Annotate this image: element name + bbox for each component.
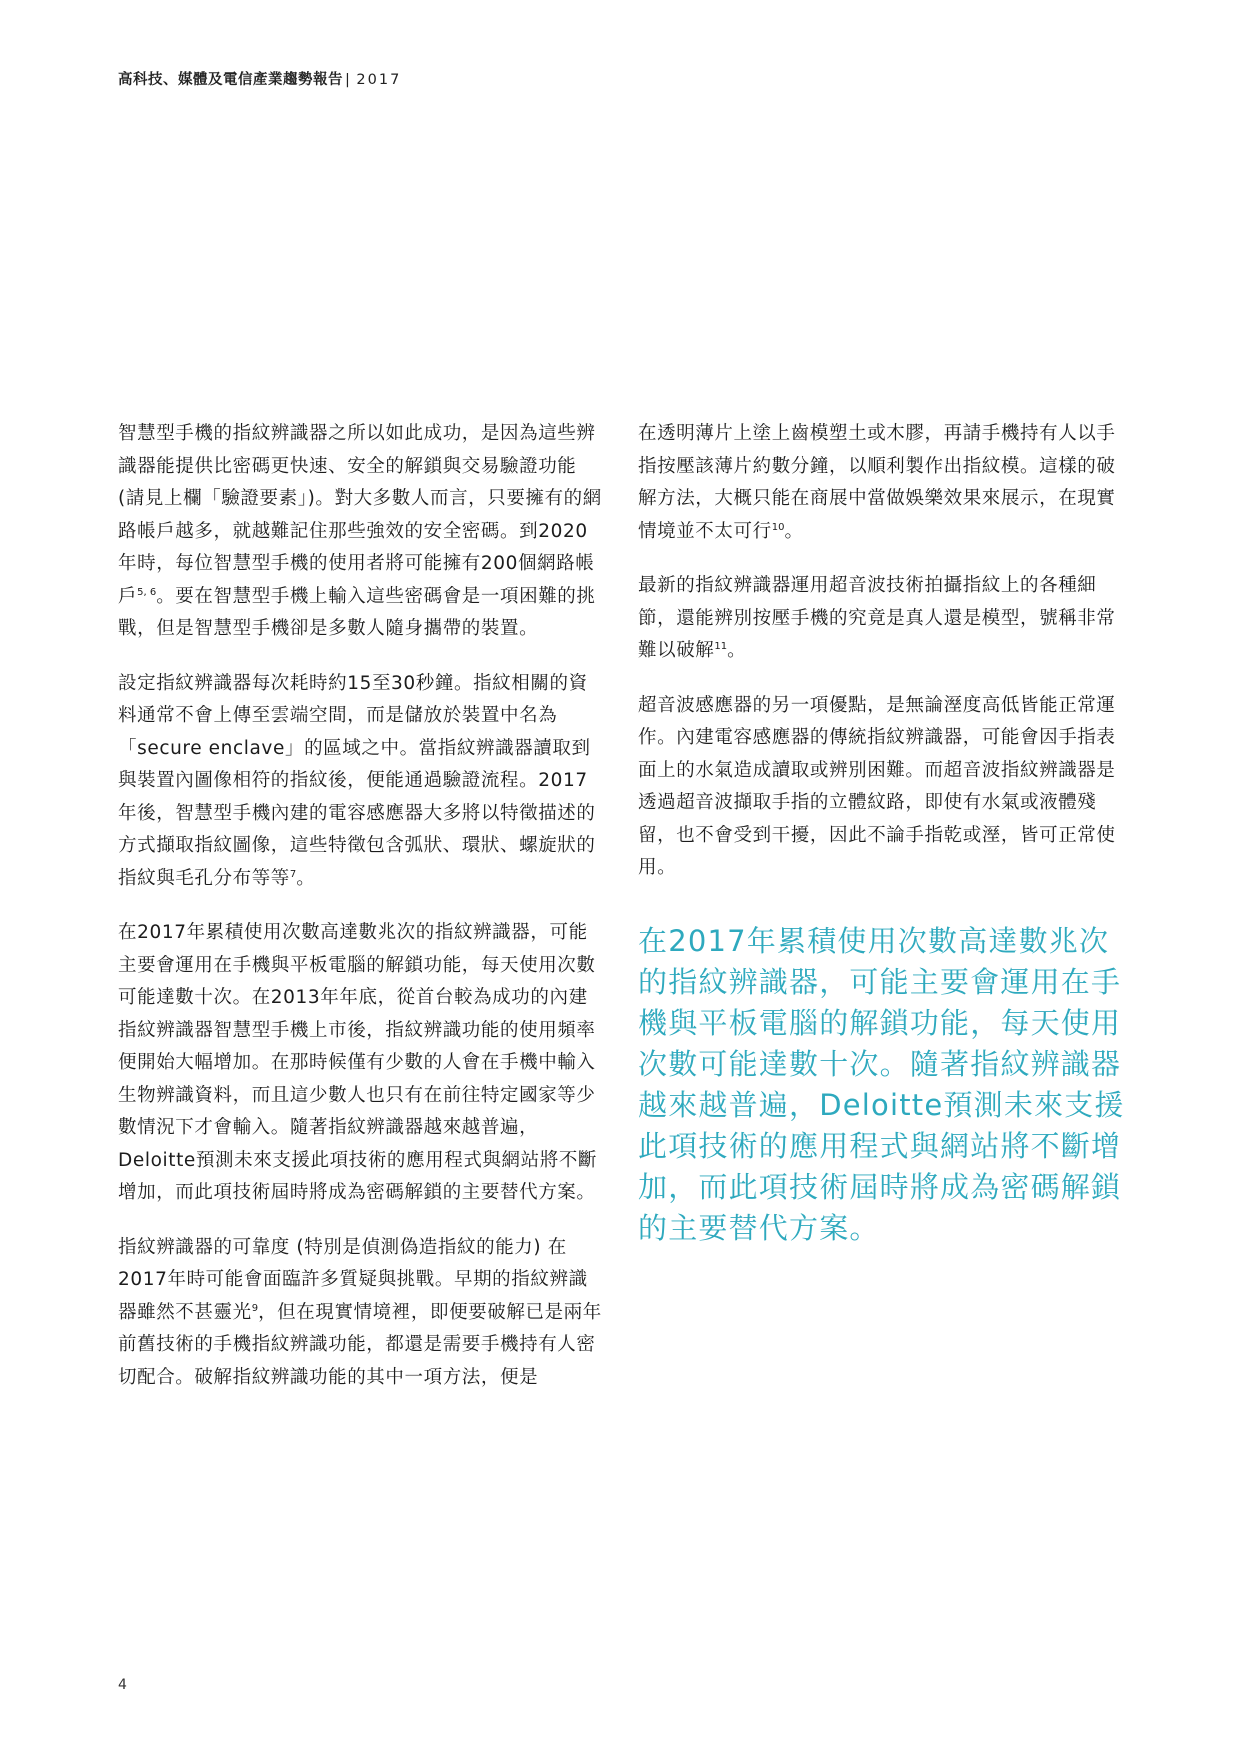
body-paragraph: [638, 418, 1128, 548]
footnote-ref: 9: [251, 1302, 259, 1314]
footnote-ref: 5, 6: [137, 586, 157, 598]
paragraph-text: 。: [784, 520, 804, 542]
paragraph-text: 設定指紋辨識器每次耗時約15至30秒鐘。指紋相關的資料通常不會上傳至雲端空間，而是儲放於裝置中名為「secure enclave」的區域之中。當指紋辨識器讀取到與裝置內圖像相符的指紋後，便能通過驗證流程。2017年後，智慧型手機內建的電容感應器大多將以特徵描述的方式擷取指紋圖像，這些特徵包含弧狀、環狀、螺旋狀的指紋與毛孔分布等等: [118, 672, 596, 889]
report-year: 2017: [356, 72, 402, 88]
paragraph-text: 最新的指紋辨識器運用超音波技術拍攝指紋上的各種細節，還能辨別按壓手機的究竟是真人還是模型，號稱非常難以破解: [638, 575, 1116, 661]
left-column: [118, 418, 606, 1416]
body-paragraph: [118, 418, 606, 646]
page-number: 4: [118, 1677, 127, 1693]
paragraph-text: 智慧型手機的指紋辨識器之所以如此成功，是因為這些辨識器能提供比密碼更快速、安全的解鎖與交易驗證功能 (請見上欄「驗證要素」)。對大多數人而言，只要擁有的網路帳戶越多，就越難記住那些強效的安全密碼。到2020年時，每位智慧型手機的使用者將可能擁有200個網路帳戶: [118, 423, 602, 607]
paragraph-text: 在透明薄片上塗上齒模塑土或木膠，再請手機持有人以手指按壓該薄片約數分鐘，以順利製作出指紋模。這樣的破解方法，大概只能在商展中當做娛樂效果來展示，在現實情境並不太可行: [638, 423, 1116, 542]
body-paragraph: [118, 917, 606, 1210]
pull-quote: 在2017年累積使用次數高達數兆次的指紋辨識器，可能主要會運用在手機與平板電腦的解鎖功能，每天使用次數可能達數十次。隨著指紋辨識器越來越普遍，Deloitte預測未來支援此項技術的應用程式與網站將不斷增加，而此項技術屆時將成為密碼解鎖的主要替代方案。: [638, 923, 1125, 1245]
paragraph-text: 。: [296, 867, 316, 889]
running-header: [118, 68, 401, 89]
body-paragraph: [638, 570, 1128, 668]
right-column: [638, 418, 1128, 1249]
footnote-ref: 7: [289, 868, 297, 880]
paragraph-text: 。: [727, 640, 747, 661]
paragraph-text: ，但在現實情境裡，即便要破解已是兩年前舊技術的手機指紋辨識功能，都還是需要手機持有人密切配合。破解指紋辨識功能的其中一項方法，便是: [118, 1301, 602, 1388]
footnote-ref: 10: [771, 521, 785, 533]
header-separator: |: [345, 72, 351, 88]
paragraph-text: 在2017年累積使用次數高達數兆次的指紋辨識器，可能主要會運用在手機與平板電腦的解鎖功能，每天使用次數可能達數十次。在2013年年底，從首台較為成功的內建指紋辨識器智慧型手機上市後，指紋辨識功能的使用頻率便開始大幅增加。在那時候僅有少數的人會在手機中輸入生物辨識資料，而且這少數人也只有在前往特定國家等少數情況下才會輸入。隨著指紋辨識器越來越普遍，Deloitte預測未來支援此項技術的應用程式與網站將不斷增加，而此項技術屆時將成為密碼解鎖的主要替代方案。: [118, 922, 598, 1203]
report-title: 高科技、媒體及電信產業趨勢報告: [118, 72, 343, 88]
body-paragraph: [118, 1232, 606, 1395]
paragraph-text: 超音波感應器的另一項優點，是無論溼度高低皆能正常運作。內建電容感應器的傳統指紋辨識器，可能會因手指表面上的水氣造成讀取或辨別困難。而超音波指紋辨識器是透過超音波擷取手指的立體紋路，即使有水氣或液體殘留，也不會受到干擾，因此不論手指乾或溼，皆可正常使用。: [638, 694, 1116, 878]
footnote-ref: 11: [714, 640, 728, 652]
paragraph-text: 指紋辨識器的可靠度 (特別是偵測偽造指紋的能力) 在2017年時可能會面臨許多質疑與挑戰。早期的指紋辨識器雖然不甚靈光: [118, 1236, 588, 1323]
body-paragraph: [118, 668, 606, 896]
paragraph-text: 。要在智慧型手機上輸入這些密碼會是一項困難的挑戰，但是智慧型手機卻是多數人隨身攜帶的裝置。: [118, 585, 596, 639]
body-paragraph: [638, 690, 1128, 885]
